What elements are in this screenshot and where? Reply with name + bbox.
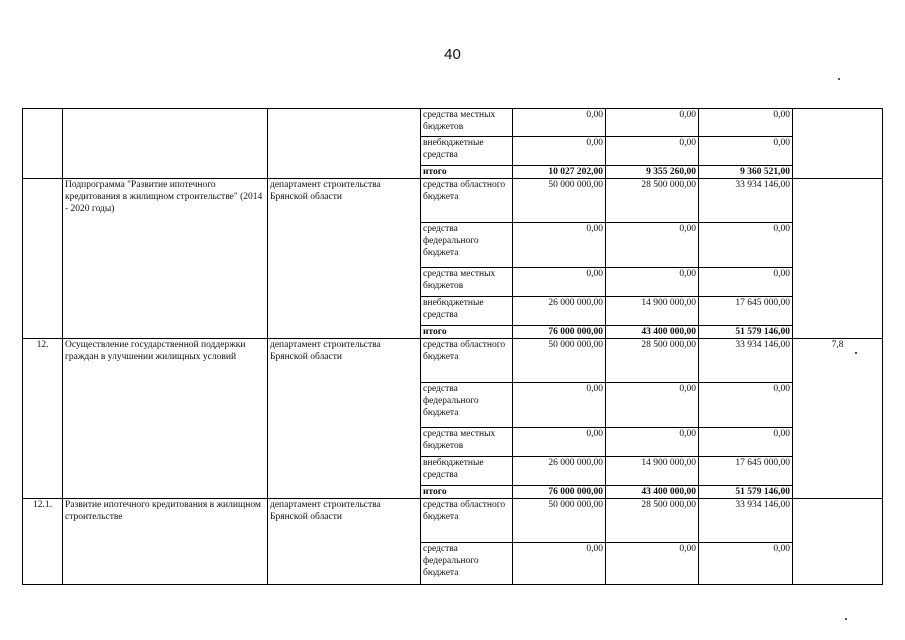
funding-source-cell: средства федерального бюджета: [421, 383, 513, 428]
budget-table: [22, 108, 883, 585]
item-number-cell: [23, 179, 63, 339]
amount-cell-3: 51 579 146,00: [699, 486, 793, 499]
amount-cell-2: 0,00: [606, 109, 699, 137]
amount-cell-1: 0,00: [513, 543, 606, 585]
amount-cell-1: 0,00: [513, 268, 606, 297]
amount-cell-1: 0,00: [513, 428, 606, 457]
amount-cell-2: 0,00: [606, 137, 699, 166]
amount-cell-1: 0,00: [513, 383, 606, 428]
amount-cell-3: 33 934 146,00: [699, 339, 793, 383]
indicator-cell: [793, 179, 883, 339]
amount-cell-1: 50 000 000,00: [513, 499, 606, 543]
amount-cell-3: 9 360 521,00: [699, 166, 793, 179]
funding-source-cell: внебюджетные средства: [421, 457, 513, 486]
executor-cell: департамент строительства Брянской области: [268, 499, 421, 585]
funding-source-cell: средства областного бюджета: [421, 179, 513, 223]
amount-cell-3: 0,00: [699, 223, 793, 268]
funding-source-cell: средства областного бюджета: [421, 339, 513, 383]
amount-cell-1: 76 000 000,00: [513, 486, 606, 499]
amount-cell-1: 10 027 202,00: [513, 166, 606, 179]
amount-cell-1: 50 000 000,00: [513, 339, 606, 383]
item-name-cell: Подпрограмма "Развитие ипотечного кредитования в жилищном строительстве" (2014 - 2020 годы): [63, 179, 268, 339]
amount-cell-2: 0,00: [606, 428, 699, 457]
table-row: [23, 499, 883, 543]
scan-speck: [845, 618, 847, 620]
amount-cell-3: 0,00: [699, 383, 793, 428]
funding-source-cell: средства федерального бюджета: [421, 543, 513, 585]
funding-source-cell: внебюджетные средства: [421, 137, 513, 166]
indicator-cell: 7,8: [793, 339, 883, 499]
indicator-cell: [793, 499, 883, 585]
funding-source-cell: средства местных бюджетов: [421, 268, 513, 297]
amount-cell-3: 0,00: [699, 428, 793, 457]
amount-cell-2: 28 500 000,00: [606, 499, 699, 543]
amount-cell-2: 28 500 000,00: [606, 339, 699, 383]
amount-cell-1: 0,00: [513, 137, 606, 166]
funding-source-cell: внебюджетные средства: [421, 297, 513, 326]
amount-cell-3: 17 645 000,00: [699, 297, 793, 326]
page-number: 40: [444, 46, 461, 63]
item-number-cell: 12.1.: [23, 499, 63, 585]
funding-source-cell: итого: [421, 166, 513, 179]
amount-cell-1: 26 000 000,00: [513, 297, 606, 326]
amount-cell-2: 0,00: [606, 268, 699, 297]
table-row: [23, 109, 883, 137]
amount-cell-3: 33 934 146,00: [699, 179, 793, 223]
amount-cell-2: 0,00: [606, 223, 699, 268]
item-number-cell: [23, 109, 63, 179]
amount-cell-2: 28 500 000,00: [606, 179, 699, 223]
funding-source-cell: средства федерального бюджета: [421, 223, 513, 268]
scan-speck: [855, 352, 857, 354]
table-row: [23, 179, 883, 223]
amount-cell-1: 50 000 000,00: [513, 179, 606, 223]
funding-source-cell: средства местных бюджетов: [421, 109, 513, 137]
amount-cell-3: 51 579 146,00: [699, 326, 793, 339]
amount-cell-2: 0,00: [606, 383, 699, 428]
item-name-cell: [63, 109, 268, 179]
executor-cell: [268, 109, 421, 179]
table-row: [23, 339, 883, 383]
executor-cell: департамент строительства Брянской области: [268, 179, 421, 339]
amount-cell-3: 17 645 000,00: [699, 457, 793, 486]
amount-cell-2: 43 400 000,00: [606, 486, 699, 499]
amount-cell-3: 0,00: [699, 137, 793, 166]
funding-source-cell: средства областного бюджета: [421, 499, 513, 543]
amount-cell-2: 14 900 000,00: [606, 297, 699, 326]
funding-source-cell: средства местных бюджетов: [421, 428, 513, 457]
amount-cell-3: 0,00: [699, 268, 793, 297]
item-name-cell: Развитие ипотечного кредитования в жилищном строительстве: [63, 499, 268, 585]
amount-cell-2: 9 355 260,00: [606, 166, 699, 179]
amount-cell-2: 14 900 000,00: [606, 457, 699, 486]
amount-cell-1: 0,00: [513, 109, 606, 137]
scan-speck: [838, 78, 840, 80]
amount-cell-1: 0,00: [513, 223, 606, 268]
funding-source-cell: итого: [421, 326, 513, 339]
amount-cell-3: 0,00: [699, 109, 793, 137]
amount-cell-1: 26 000 000,00: [513, 457, 606, 486]
amount-cell-3: 33 934 146,00: [699, 499, 793, 543]
amount-cell-2: 43 400 000,00: [606, 326, 699, 339]
indicator-cell: [793, 109, 883, 179]
executor-cell: департамент строительства Брянской области: [268, 339, 421, 499]
funding-source-cell: итого: [421, 486, 513, 499]
item-number-cell: 12.: [23, 339, 63, 499]
item-name-cell: Осуществление государственной поддержки граждан в улучшении жилищных условий: [63, 339, 268, 499]
amount-cell-2: 0,00: [606, 543, 699, 585]
amount-cell-1: 76 000 000,00: [513, 326, 606, 339]
amount-cell-3: 0,00: [699, 543, 793, 585]
